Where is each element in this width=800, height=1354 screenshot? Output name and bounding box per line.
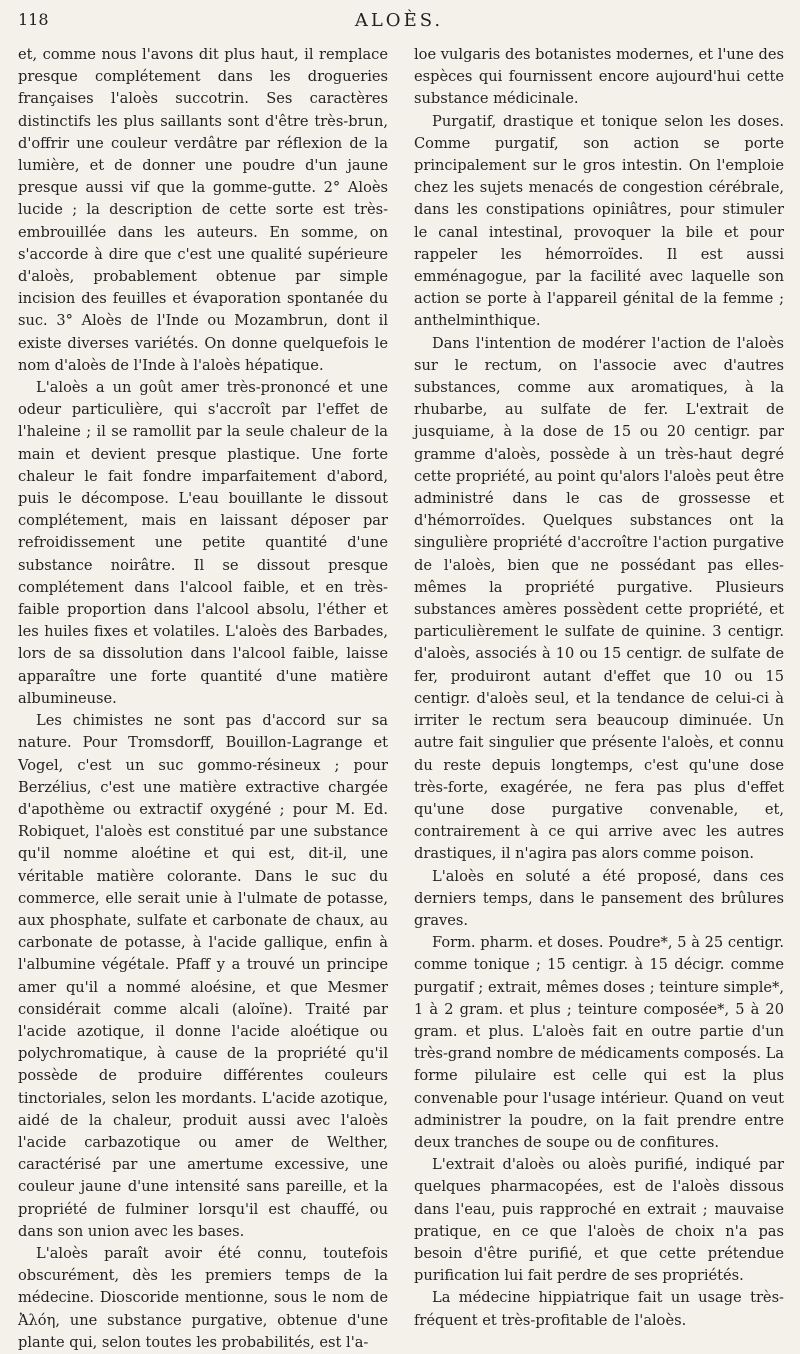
page-number: 118 bbox=[18, 10, 49, 29]
text-columns bbox=[18, 44, 784, 1351]
paragraph: Form. pharm. et doses. Poudre*, 5 à 25 centigr. comme tonique ; 15 centigr. à 15 décigr. comme purgatif ; extrait, mêmes doses ; teinture simple*, 1 à 2 gram. et plus ; teinture composée*, 5 à 20 gram. et plus. L'aloès fait en outre partie d'un très-grand nombre de médicaments composés. La forme pilulaire est celle qui est la plus convenable pour l'usage intérieur. Quand on veut administrer la poudre, on la fait prendre entre deux tranches de soupe ou de confitures. bbox=[414, 934, 784, 1151]
paragraph: Les chimistes ne sont pas d'accord sur sa nature. Pour Tromsdorff, Bouillon-Lagrange et Vogel, c'est un suc gommo-résineux ; pour Berzélius, c'est une matière extractive chargée d'apothème ou extractif oxygéné ; pour M. Ed. Robiquet, l'aloès est constitué par une substance qu'il nomme aloétine et qui est, dit-il, une véritable matière colorante. Dans le suc du commerce, elle serait unie à l'ulmate de potasse, aux phosphate, sulfate et carbonate de chaux, au carbonate de potasse, à l'acide gallique, enfin à l'albumine végétale. Pfaff y a trouvé un principe amer qu'il a nommé aloésine, et que Mesmer considérait comme alcali (aloïne). Traité par l'acide azotique, il donne l'acide aloétique ou polychromatique, à cause de la propriété qu'il possède de produire différentes couleurs tinctoriales, selon les mordants. L'acide azotique, aidé de la chaleur, produit aussi avec l'aloès l'acide carbazotique ou amer de Welther, caractérisé par une amertume excessive, une couleur jaune d'une intensité sans pareille, et la propriété de fulminer lorsqu'il est chauffé, ou dans son union avec les bases. bbox=[18, 712, 388, 1240]
paragraph: Dans l'intention de modérer l'action de l'aloès sur le rectum, on l'associe avec d'autres substances, comme aux aromatiques, à la rhubarbe, au sulfate de fer. L'extrait de jusquiame, à la dose de 15 ou 20 centigr. par gramme d'aloès, possède à un très-haut degré cette propriété, au point qu'alors l'aloès peut être administré dans le cas de grossesse et d'hémorroïdes. Quelques substances ont la singulière propriété d'accroître l'action purgative de l'aloès, bien que ne possédant pas elles-mêmes la propriété purgative. Plusieurs substances amères possèdent cette propriété, et particulièrement le sulfate de quinine. 3 centigr. d'aloès, associés à 10 ou 15 centigr. de sulfate de fer, produiront autant d'effet que 10 ou 15 centigr. d'aloès seul, et la tendance de celui-ci à irriter le rectum sera beaucoup diminuée. Un autre fait singulier que présente l'aloès, et connu du reste depuis longtemps, c'est qu'une dose très-forte, exagérée, ne fera pas plus d'effet qu'une dose purgative convenable, et, contrairement à ce qui arrive avec les autres drastiques, il n'agira pas alors comme poison. bbox=[414, 334, 784, 863]
running-title: ALOÈS. bbox=[354, 10, 444, 31]
right-column bbox=[414, 44, 784, 1329]
paragraph: L'aloès paraît avoir été connu, toutefois obscurément, dès les premiers temps de la médecine. Dioscoride mentionne, sous le nom de Ἀλόη, une substance purgative, obtenue d'une plante qui, selon toutes les probabilités, est l'a- bbox=[18, 1244, 388, 1351]
paragraph: La médecine hippiatrique fait un usage très-fréquent et très-profitable de l'aloès. bbox=[414, 1289, 784, 1329]
paragraph: L'aloès a un goût amer très-prononcé et une odeur particulière, qui s'accroît par l'effet de l'haleine ; il se ramollit par la seule chaleur de la main et devient presque plastique. Une forte chaleur le fait fondre imparfaitement d'abord, puis le décompose. L'eau bouillante le dissout complétement, mais en laissant déposer par refroidissement une petite quantité d'une substance noirâtre. Il se dissout presque complétement dans l'alcool faible, et en très-faible proportion dans l'alcool absolu, l'éther et les huiles fixes et volatiles. L'aloès des Barbades, lors de sa dissolution dans l'alcool faible, laisse apparaître une forte quantité d'une matière albumineuse. bbox=[18, 379, 388, 707]
paragraph: loe vulgaris des botanistes modernes, et l'une des espèces qui fournissent encore aujourd'hui cette substance médicinale. bbox=[414, 46, 784, 108]
paragraph: Purgatif, drastique et tonique selon les doses. Comme purgatif, son action se porte principalement sur le gros intestin. On l'emploie chez les sujets menacés de congestion cérébrale, dans les constipations opiniâtres, pour stimuler le canal intestinal, provoquer la bile et pour rappeler les hémorroïdes. Il est aussi emménagogue, par la facilité avec laquelle son action se porte à l'appareil génital de la femme ; anthelminthique. bbox=[414, 112, 784, 330]
page-header bbox=[18, 10, 780, 36]
left-column bbox=[18, 44, 388, 1351]
paragraph: L'aloès en soluté a été proposé, dans ces derniers temps, dans le pansement des brûlures graves. bbox=[414, 867, 784, 929]
paragraph: et, comme nous l'avons dit plus haut, il remplace presque complétement dans les drogueries françaises l'aloès succotrin. Ses caractères distinctifs les plus saillants sont d'être très-brun, d'offrir une couleur verdâtre par réflexion de la lumière, et de donner une poudre d'un jaune presque aussi vif que la gomme-gutte. 2° Aloès lucide ; la description de cette sorte est très-embrouillée dans les auteurs. En somme, on s'accorde à dire que c'est une qualité supérieure d'aloès, probablement obtenue par simple incision des feuilles et évaporation spontanée du suc. 3° Aloès de l'Inde ou Mozambrun, dont il existe diverses variétés. On donne quelquefois le nom d'aloès de l'Inde à l'aloès hépatique. bbox=[18, 46, 388, 374]
paragraph: L'extrait d'aloès ou aloès purifié, indiqué par quelques pharmacopées, est de l'aloès dissous dans l'eau, puis rapproché en extrait ; mauvaise pratique, en ce que l'aloès de choix n'a pas besoin d'être purifié, et que cette prétendue purification lui fait perdre de ses propriétés. bbox=[414, 1156, 784, 1285]
